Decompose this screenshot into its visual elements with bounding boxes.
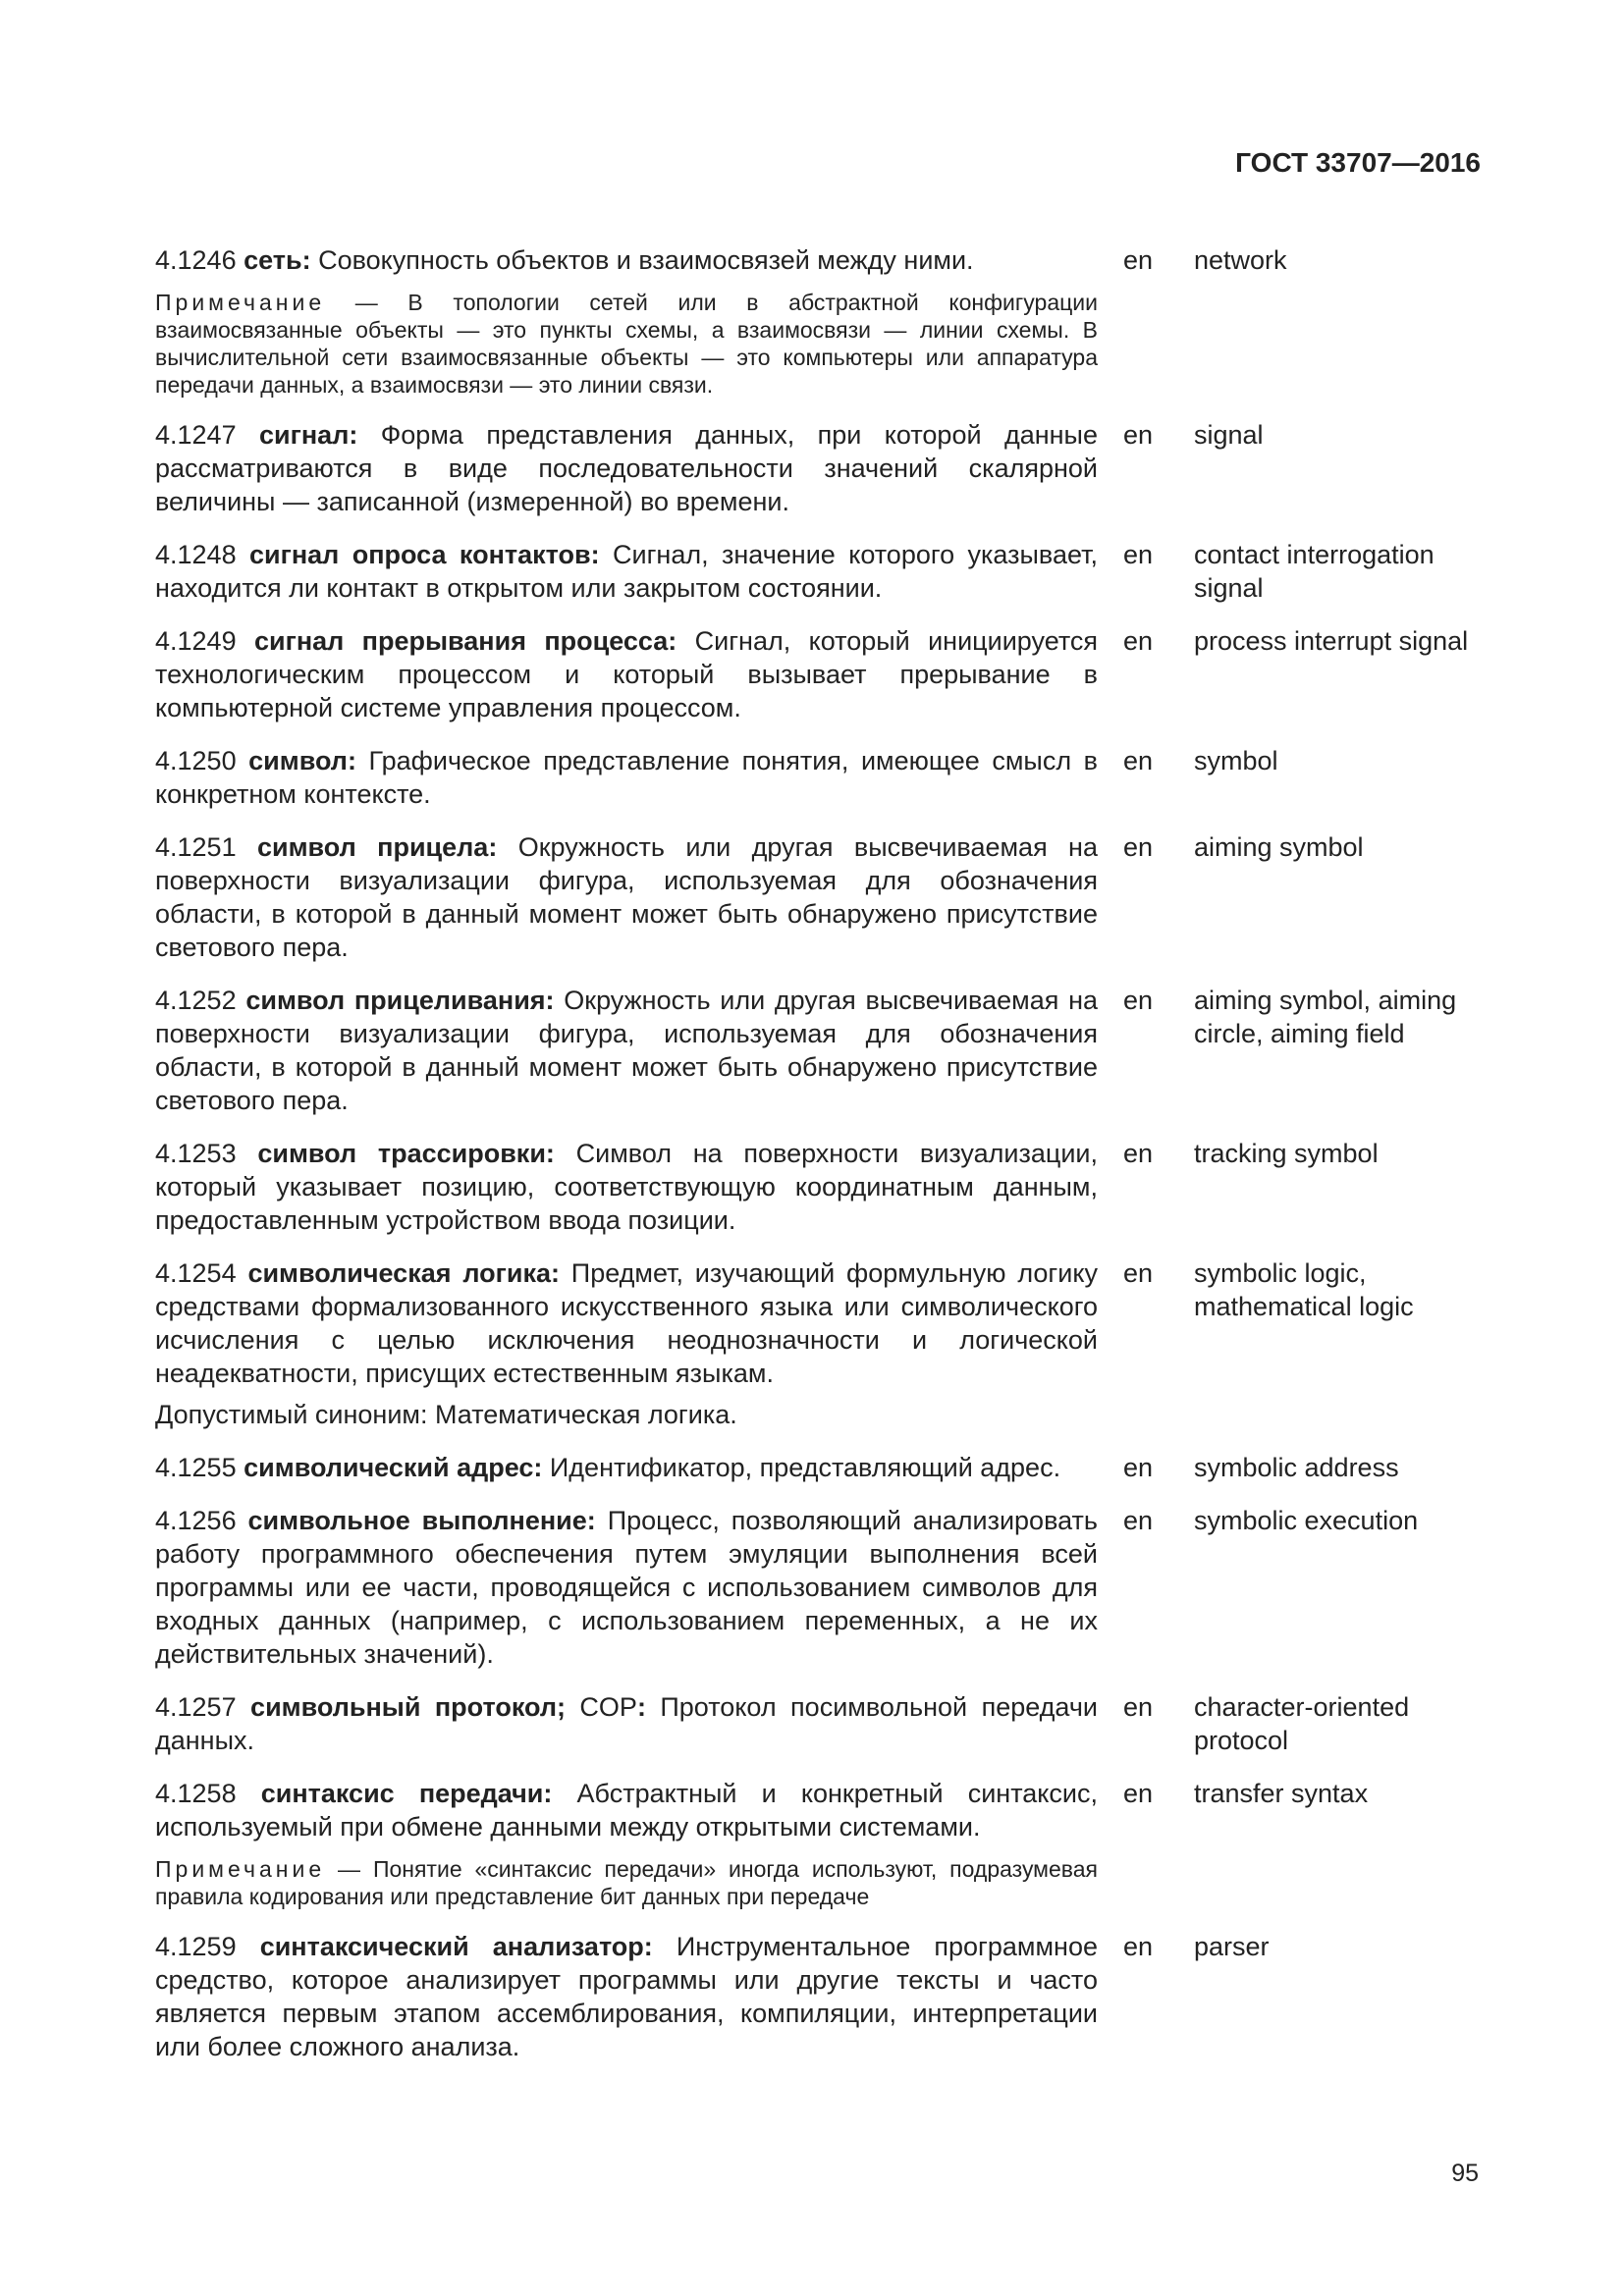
entry-paragraph <box>155 830 1098 964</box>
entry-term: сигнал прерывания процесса: <box>253 626 677 656</box>
entry-note <box>155 289 1098 399</box>
term-entry <box>155 243 1481 399</box>
entry-term-colon: : <box>636 1692 646 1722</box>
entry-paragraph <box>155 243 1098 277</box>
term-entry <box>155 624 1481 724</box>
note-text: — В топологии сетей или в абстрактной конфигурации взаимосвязанные объекты — это пункты схемы, а взаимосвязи — линии схемы. В вычислительной сети взаимосвязанные объекты — это компьютеры или аппаратура передачи данных, а взаимосвязи — это линии связи. <box>155 290 1098 398</box>
term-entry <box>155 1137 1481 1237</box>
entry-number: 4.1252 <box>155 986 237 1015</box>
entry-number: 4.1256 <box>155 1506 237 1535</box>
entry-term: символ: <box>248 746 356 775</box>
entry-paragraph <box>155 1451 1098 1484</box>
entry-language-code: en <box>1123 245 1154 275</box>
entry-english-equivalent: symbol <box>1194 746 1278 775</box>
entry-term: сеть: <box>244 245 311 275</box>
entry-paragraph <box>155 538 1098 605</box>
entry-definition: Абстрактный и конкретный синтаксис, используемый при обмене данными между открытыми системами. <box>155 1779 1098 1842</box>
entry-number: 4.1251 <box>155 832 237 862</box>
entry-term: символический адрес: <box>244 1453 543 1482</box>
entry-paragraph <box>155 1504 1098 1671</box>
entry-number: 4.1248 <box>155 540 237 569</box>
entry-language-code: en <box>1123 1779 1154 1808</box>
entry-definition: Сигнал, который инициируется технологическим процессом и который вызывает прерывание в компьютерной системе управления процессом. <box>155 626 1098 722</box>
entry-language-code: en <box>1123 832 1154 862</box>
entry-definition-column <box>155 1690 1098 1757</box>
entry-definition-column <box>155 1137 1098 1237</box>
entry-definition-column <box>155 624 1098 724</box>
entry-term: сигнал опроса контактов: <box>249 540 600 569</box>
entry-definition-column <box>155 984 1098 1117</box>
entry-definition: Предмет, изучающий формульную логику средствами формализованного искусственного языка или символического исчисления с целью исключения неоднозначности и логической неадекватности, присущих естественным языкам. <box>155 1258 1098 1388</box>
entry-language-code: en <box>1123 1506 1154 1535</box>
entry-language-code: en <box>1123 540 1154 569</box>
entry-definition: Форма представления данных, при которой данные рассматриваются в виде последовательности значений скалярной величины — записанной (измеренной) во времени. <box>155 420 1098 516</box>
entry-paragraph <box>155 1777 1098 1843</box>
entry-term: символ прицела: <box>256 832 498 862</box>
term-entry <box>155 418 1481 518</box>
term-entry <box>155 1451 1481 1484</box>
entry-english-equivalent: tracking symbol <box>1194 1139 1379 1168</box>
entry-language-code: en <box>1123 1932 1154 1961</box>
entry-definition-column <box>155 830 1098 964</box>
entry-definition: Окружность или другая высвечиваемая на поверхности визуализации фигура, используемая для обозначения области, в которой в данный момент может быть обнаружено присутствие светового пера. <box>155 832 1098 962</box>
term-entry <box>155 1690 1481 1757</box>
entry-language-code: en <box>1123 420 1154 450</box>
entry-definition: Окружность или другая высвечиваемая на поверхности визуализации фигура, используемая для обозначения области, в которой в данный момент может быть обнаружено присутствие светового пера. <box>155 986 1098 1115</box>
entry-english-equivalent: contact interrogation signal <box>1194 540 1435 603</box>
entry-paragraph <box>155 984 1098 1117</box>
entry-definition: Инструментальное программное средство, которое анализирует программы или другие тексты и часто является первым этапом ассемблирования, компиляции, интерпретации или более сложного анализа. <box>155 1932 1098 2061</box>
entry-term: сигнал: <box>259 420 358 450</box>
entry-definition: Сигнал, значение которого указывает, находится ли контакт в открытом или закрытом состоянии. <box>155 540 1098 603</box>
entry-definition-column <box>155 1451 1098 1484</box>
entry-number: 4.1247 <box>155 420 237 450</box>
term-entry <box>155 744 1481 811</box>
entry-definition: Графическое представление понятия, имеющее смысл в конкретном контексте. <box>155 746 1098 809</box>
entry-term: синтаксис передачи: <box>260 1779 553 1808</box>
document-code: ГОСТ 33707—2016 <box>1235 147 1481 178</box>
entry-term: символическая логика: <box>247 1258 560 1288</box>
entry-english-equivalent: aiming symbol <box>1194 832 1364 862</box>
entry-definition: Процесс, позволяющий анализировать работу программного обеспечения путем эмуляции выполнения всей программы или ее части, проводящейся с использованием символов для входных данных (например, с использованием переменных, а не их действительных значений). <box>155 1506 1098 1669</box>
entry-definition-column <box>155 1777 1098 1910</box>
entry-term-abbreviation: COP <box>565 1692 637 1722</box>
entry-number: 4.1254 <box>155 1258 237 1288</box>
entry-definition-column <box>155 243 1098 399</box>
entry-term: символ прицеливания: <box>245 986 555 1015</box>
entry-language-code: en <box>1123 1692 1154 1722</box>
entry-english-equivalent: symbolic address <box>1194 1453 1399 1482</box>
entry-term: символьное выполнение: <box>247 1506 596 1535</box>
entry-paragraph <box>155 624 1098 724</box>
term-entry <box>155 1777 1481 1910</box>
entry-number: 4.1250 <box>155 746 237 775</box>
entry-number: 4.1257 <box>155 1692 237 1722</box>
term-entry <box>155 830 1481 964</box>
entry-english-equivalent: character-oriented protocol <box>1194 1692 1410 1755</box>
entry-definition: Идентификатор, представляющий адрес. <box>542 1453 1061 1482</box>
entry-term: синтаксический анализатор: <box>259 1932 653 1961</box>
entry-english-equivalent: process interrupt signal <box>1194 626 1469 656</box>
note-text: — Понятие «синтаксис передачи» иногда используют, подразумевая правила кодирования или представление бит данных при передаче <box>155 1856 1098 1909</box>
page-number: 95 <box>1451 2160 1479 2187</box>
entry-definition: Символ на поверхности визуализации, который указывает позицию, соответствующую координатным данным, предоставленным устройством ввода позиции. <box>155 1139 1098 1235</box>
entry-definition-column <box>155 538 1098 605</box>
term-entry <box>155 1256 1481 1431</box>
term-entry <box>155 1504 1481 1671</box>
entry-paragraph <box>155 418 1098 518</box>
entry-number: 4.1255 <box>155 1453 237 1482</box>
entry-language-code: en <box>1123 1258 1154 1288</box>
entry-note <box>155 1855 1098 1910</box>
entry-paragraph <box>155 1256 1098 1390</box>
entry-term: символ трассировки: <box>257 1139 555 1168</box>
entry-paragraph <box>155 1137 1098 1237</box>
entry-english-equivalent: symbolic execution <box>1194 1506 1419 1535</box>
term-entry <box>155 1930 1481 2063</box>
note-label: Примечание <box>155 290 326 315</box>
entry-english-equivalent: aiming symbol, aiming circle, aiming field <box>1194 986 1457 1048</box>
entry-language-code: en <box>1123 1453 1154 1482</box>
entry-definition-column <box>155 418 1098 518</box>
entry-definition-column <box>155 1930 1098 2063</box>
entry-language-code: en <box>1123 626 1154 656</box>
entry-paragraph <box>155 744 1098 811</box>
entry-english-equivalent: symbolic logic, mathematical logic <box>1194 1258 1414 1321</box>
entry-english-equivalent: transfer syntax <box>1194 1779 1369 1808</box>
term-entry <box>155 984 1481 1117</box>
entry-english-equivalent: signal <box>1194 420 1264 450</box>
entry-definition-column <box>155 1256 1098 1431</box>
entry-language-code: en <box>1123 746 1154 775</box>
entry-definition: Совокупность объектов и взаимосвязей между ними. <box>310 245 974 275</box>
entry-english-equivalent: parser <box>1194 1932 1270 1961</box>
entry-number: 4.1246 <box>155 245 237 275</box>
term-entries-list <box>155 243 1481 2083</box>
entry-language-code: en <box>1123 1139 1154 1168</box>
entry-paragraph <box>155 1930 1098 2063</box>
entry-term: символьный протокол; <box>250 1692 566 1722</box>
entry-definition-column <box>155 1504 1098 1671</box>
entry-number: 4.1259 <box>155 1932 237 1961</box>
entry-language-code: en <box>1123 986 1154 1015</box>
entry-definition: Протокол посимвольной передачи данных. <box>155 1692 1098 1755</box>
entry-paragraph <box>155 1690 1098 1757</box>
entry-number: 4.1253 <box>155 1139 237 1168</box>
entry-definition-column <box>155 744 1098 811</box>
entry-synonym: Допустимый синоним: Математическая логика. <box>155 1400 737 1429</box>
entry-english-equivalent: network <box>1194 245 1287 275</box>
entry-number: 4.1258 <box>155 1779 237 1808</box>
note-label: Примечание <box>155 1856 326 1882</box>
term-entry <box>155 538 1481 605</box>
entry-number: 4.1249 <box>155 626 237 656</box>
